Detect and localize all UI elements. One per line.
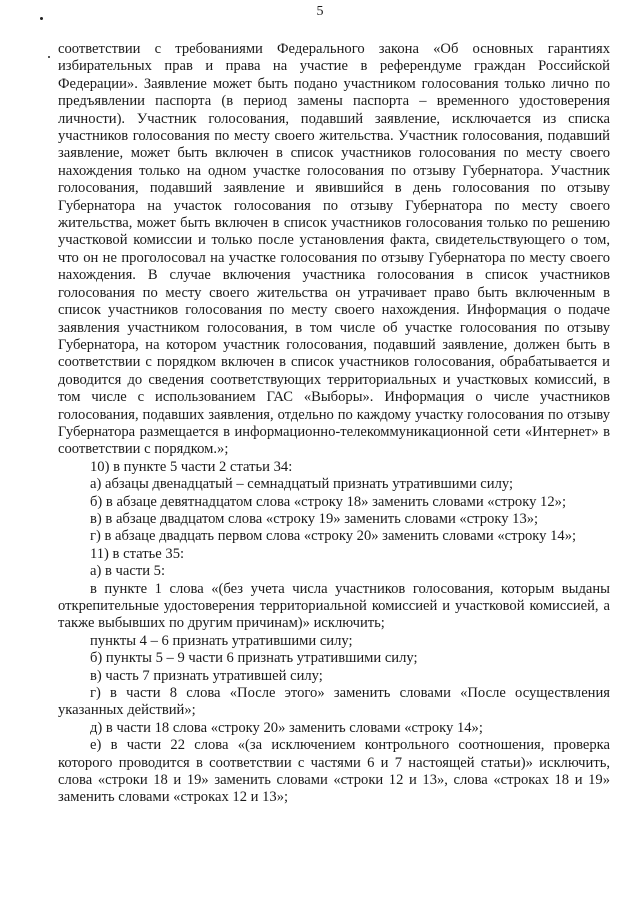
paragraph: г) в части 8 слова «После этого» заменить словами «После осуществления указанных действий»; (58, 685, 610, 719)
paragraph: б) пункты 5 – 9 части 6 признать утратившими силу; (90, 650, 418, 667)
paragraph: соответствии с требованиями Федерального закона «Об основных гарантиях избирательных прав и права на участие в референдуме граждан Российской Федерации». Заявление может быть подано участником голосования только лично по предъявлении паспорта (в период замены паспорта – временного удостоверения личности). Участник голосования, подавший заявление, исключается из списка участников голосования по месту своего жительства. Участник голосования, подавший заявление, может быть включен в список участников голосования по месту своего нахождения только на одном участке голосования по отзыву Губернатора. Участник голосования, подавший заявление и явившийся в день голосования по отзыву Губернатора на участок голосования по отзыву Губернатора по месту своего жительства, может быть включен в список участников голосования только по решению участковой комиссии и только после установления факта, свидетельствующего о том, что он не проголосовал на участке голосования по отзыву Губернатора по месту своего нахождения. В случае включения участника голосования в список участников голосования по месту своего жительства он утрачивает право быть включенным в список участников голосования по месту своего нахождения. Информация о подаче заявления участником голосования, в том числе об участке голосования по отзыву Губернатора, на котором участник голосования, подавший заявление, должен быть в соответствии с порядком включен в список участников голосования, обрабатывается и доводится до сведения соответствующих территориальных и участковых комиссий, в том числе с использованием ГАС «Выборы». Информация о числе участников голосования, подавших заявления, отдельно по каждому участку голосования по отзыву Губернатора размещается в информационно-телекоммуникационной сети «Интернет» в соответствии с порядком.»; (58, 41, 610, 458)
paragraph: а) абзацы двенадцатый – семнадцатый признать утратившими силу; (90, 476, 514, 493)
paragraph: е) в части 22 слова «(за исключением контрольного соотношения, проверка которого проводится в соответствии с частями 6 и 7 настоящей статьи)» исключить, слова «строки 18 и 19» заменить словами «строки 12 и 13», слова «строках 18 и 19» заменить словами «строках 12 и 13»; (58, 737, 610, 806)
scan-speck (48, 56, 50, 58)
document-body (58, 41, 610, 807)
paragraph: пункты 4 – 6 признать утратившими силу; (90, 632, 353, 649)
paragraph: 10) в пункте 5 части 2 статьи 34: (90, 458, 293, 475)
paragraph: 11) в статье 35: (90, 545, 185, 562)
paragraph: б) в абзаце девятнадцатом слова «строку 18» заменить словами «строку 12»; (90, 493, 567, 510)
paragraph: д) в части 18 слова «строку 20» заменить словами «строку 14»; (90, 719, 483, 736)
paragraph: в пункте 1 слова «(без учета числа участников голосования, которым выданы открепительные удостоверения территориальной комиссией и участковой комиссией, а также выбывших по другим причинам)» исключить; (58, 580, 610, 632)
page-number: 5 (316, 4, 324, 19)
paragraph: в) в абзаце двадцатом слова «строку 19» заменить словами «строку 13»; (90, 510, 539, 527)
paragraph: в) часть 7 признать утратившей силу; (90, 667, 323, 684)
paragraph: г) в абзаце двадцать первом слова «строку 20» заменить словами «строку 14»; (90, 528, 577, 545)
paragraph: а) в части 5: (90, 563, 166, 580)
